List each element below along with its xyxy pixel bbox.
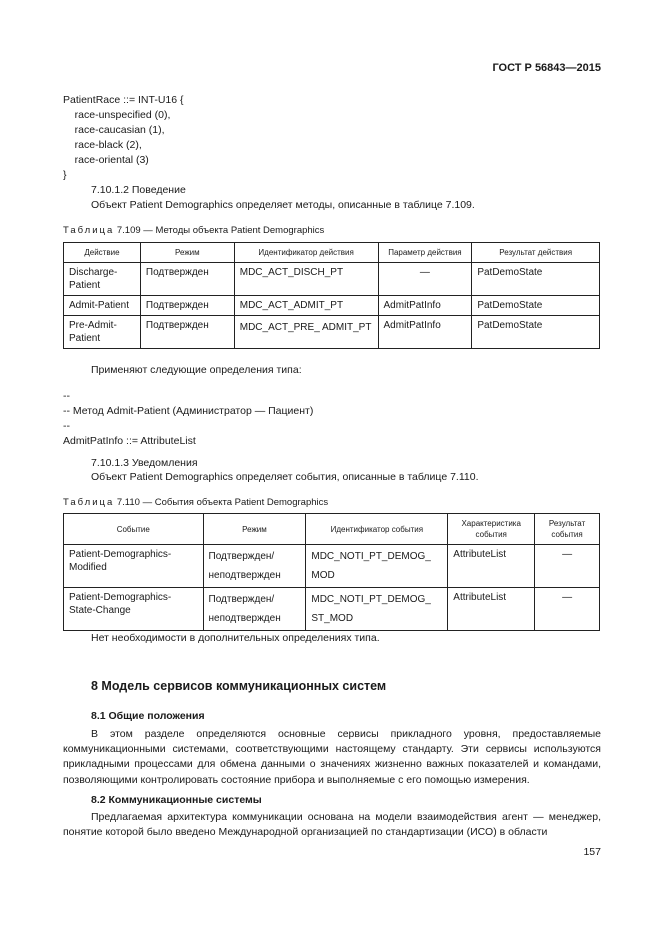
- chapter-8-title: 8 Модель сервисов коммуникационных систем: [91, 679, 387, 693]
- table-cell: Подтвержден/ неподтвержден: [203, 545, 306, 588]
- table-header-row: [64, 243, 600, 263]
- caption-text: 7.109 — Методы объекта Patient Demographics: [114, 225, 325, 236]
- section-text-7-10-1-2: Объект Patient Demographics определяет методы, описанные в таблице 7.109.: [91, 199, 475, 211]
- table-cell: MDC_ACT_ADMIT_PT: [234, 296, 378, 316]
- caption-prefix: Таблица: [63, 497, 115, 508]
- table-cell: MDC_ACT_DISCH_PT: [234, 263, 378, 296]
- column-header: Режим: [140, 243, 234, 263]
- column-header: Режим: [203, 514, 306, 545]
- section-8-2-text: Предлагаемая архитектура коммуникации основана на модели взаимодействия агент — менеджер, понятие которой было введено Международной организацией по стандартизации (ИСО) в области: [63, 811, 601, 839]
- section-8-1-title: 8.1 Общие положения: [91, 710, 205, 722]
- table-cell: PatDemoState: [472, 296, 600, 316]
- table-cell: AttributeList: [448, 545, 535, 588]
- table-cell: AttributeList: [448, 588, 535, 631]
- code-block-patient-race: [63, 93, 184, 183]
- table-cell: PatDemoState: [472, 263, 600, 296]
- table-cell: —: [535, 545, 600, 588]
- caption-prefix: Таблица: [63, 225, 115, 236]
- table-caption-7-110: [63, 496, 328, 510]
- table-cell: —: [535, 588, 600, 631]
- table-cell: Discharge-Patient: [64, 263, 141, 296]
- document-header: ГОСТ Р 56843—2015: [492, 62, 601, 74]
- section-title-7-10-1-2: 7.10.1.2 Поведение: [91, 184, 186, 196]
- table-7-110: [63, 513, 600, 631]
- table-cell: Patient-Demographics-Modified: [64, 545, 204, 588]
- table-cell: PatDemoState: [472, 316, 600, 349]
- column-header: Параметр действия: [378, 243, 472, 263]
- table-caption-7-109: [63, 224, 324, 238]
- table-cell: Patient-Demographics-State-Change: [64, 588, 204, 631]
- table-cell: MDC_ACT_PRE_ ADMIT_PT: [234, 316, 378, 349]
- no-more-defs: Нет необходимости в дополнительных определениях типа.: [91, 632, 380, 644]
- section-8-1-text: В этом разделе определяются основные сервисы прикладного уровня, предоставляемые коммуникационными системами, соответствующими настоящему стандарту. Эти сервисы используются прикладными процессами для обмена данными о значениях жизненно важных показателей и командами, позволяющими контролировать состояние прибора и выполняемые с его помощью измерения.: [63, 728, 601, 786]
- table-cell: Подтвержден: [140, 316, 234, 349]
- table-header-row: [64, 514, 600, 545]
- table-cell: —: [378, 263, 472, 296]
- column-header: Идентификатор действия: [234, 243, 378, 263]
- column-header: Результат действия: [472, 243, 600, 263]
- section-8-2-title: 8.2 Коммуникационные системы: [91, 794, 262, 806]
- table-row: [64, 588, 600, 631]
- table-row: [64, 316, 600, 349]
- table-cell: AdmitPatInfo: [378, 316, 472, 349]
- code-line: --: [63, 420, 70, 432]
- column-header: Действие: [64, 243, 141, 263]
- code-line: AdmitPatInfo ::= AttributeList: [63, 435, 196, 447]
- code-line: --: [63, 390, 70, 402]
- table-cell: Подтвержден: [140, 263, 234, 296]
- column-header: Идентификатор события: [306, 514, 448, 545]
- type-defs-intro: Применяют следующие определения типа:: [91, 364, 302, 376]
- table-cell: AdmitPatInfo: [378, 296, 472, 316]
- table-cell: Подтвержден: [140, 296, 234, 316]
- table-cell: Pre-Admit-Patient: [64, 316, 141, 349]
- table-row: [64, 545, 600, 588]
- code-line: race-black (2),: [63, 139, 142, 151]
- table-cell: Подтвержден/ неподтвержден: [203, 588, 306, 631]
- code-line: race-caucasian (1),: [63, 124, 165, 136]
- code-line: -- Метод Admit-Patient (Администратор — Пациент): [63, 405, 314, 417]
- section-title-7-10-1-3: 7.10.1.3 Уведомления: [91, 457, 198, 469]
- table-cell: MDC_NOTI_PT_DEMOG_ MOD: [306, 545, 448, 588]
- code-block-admit-pat-info: [63, 389, 313, 449]
- table-cell: Admit-Patient: [64, 296, 141, 316]
- column-header: Событие: [64, 514, 204, 545]
- section-text-7-10-1-3: Объект Patient Demographics определяет события, описанные в таблице 7.110.: [91, 471, 479, 483]
- column-header: Характеристика события: [448, 514, 535, 545]
- table-row: [64, 296, 600, 316]
- table-row: [64, 263, 600, 296]
- caption-text: 7.110 — События объекта Patient Demographics: [114, 497, 329, 508]
- table-cell: MDC_NOTI_PT_DEMOG_ ST_MOD: [306, 588, 448, 631]
- table-7-109: [63, 242, 600, 349]
- code-line: PatientRace ::= INT-U16 {: [63, 94, 184, 106]
- column-header: Результат события: [535, 514, 600, 545]
- code-line: }: [63, 169, 67, 181]
- page-number: 157: [583, 846, 601, 858]
- code-line: race-unspecified (0),: [63, 109, 171, 121]
- code-line: race-oriental (3): [63, 154, 149, 166]
